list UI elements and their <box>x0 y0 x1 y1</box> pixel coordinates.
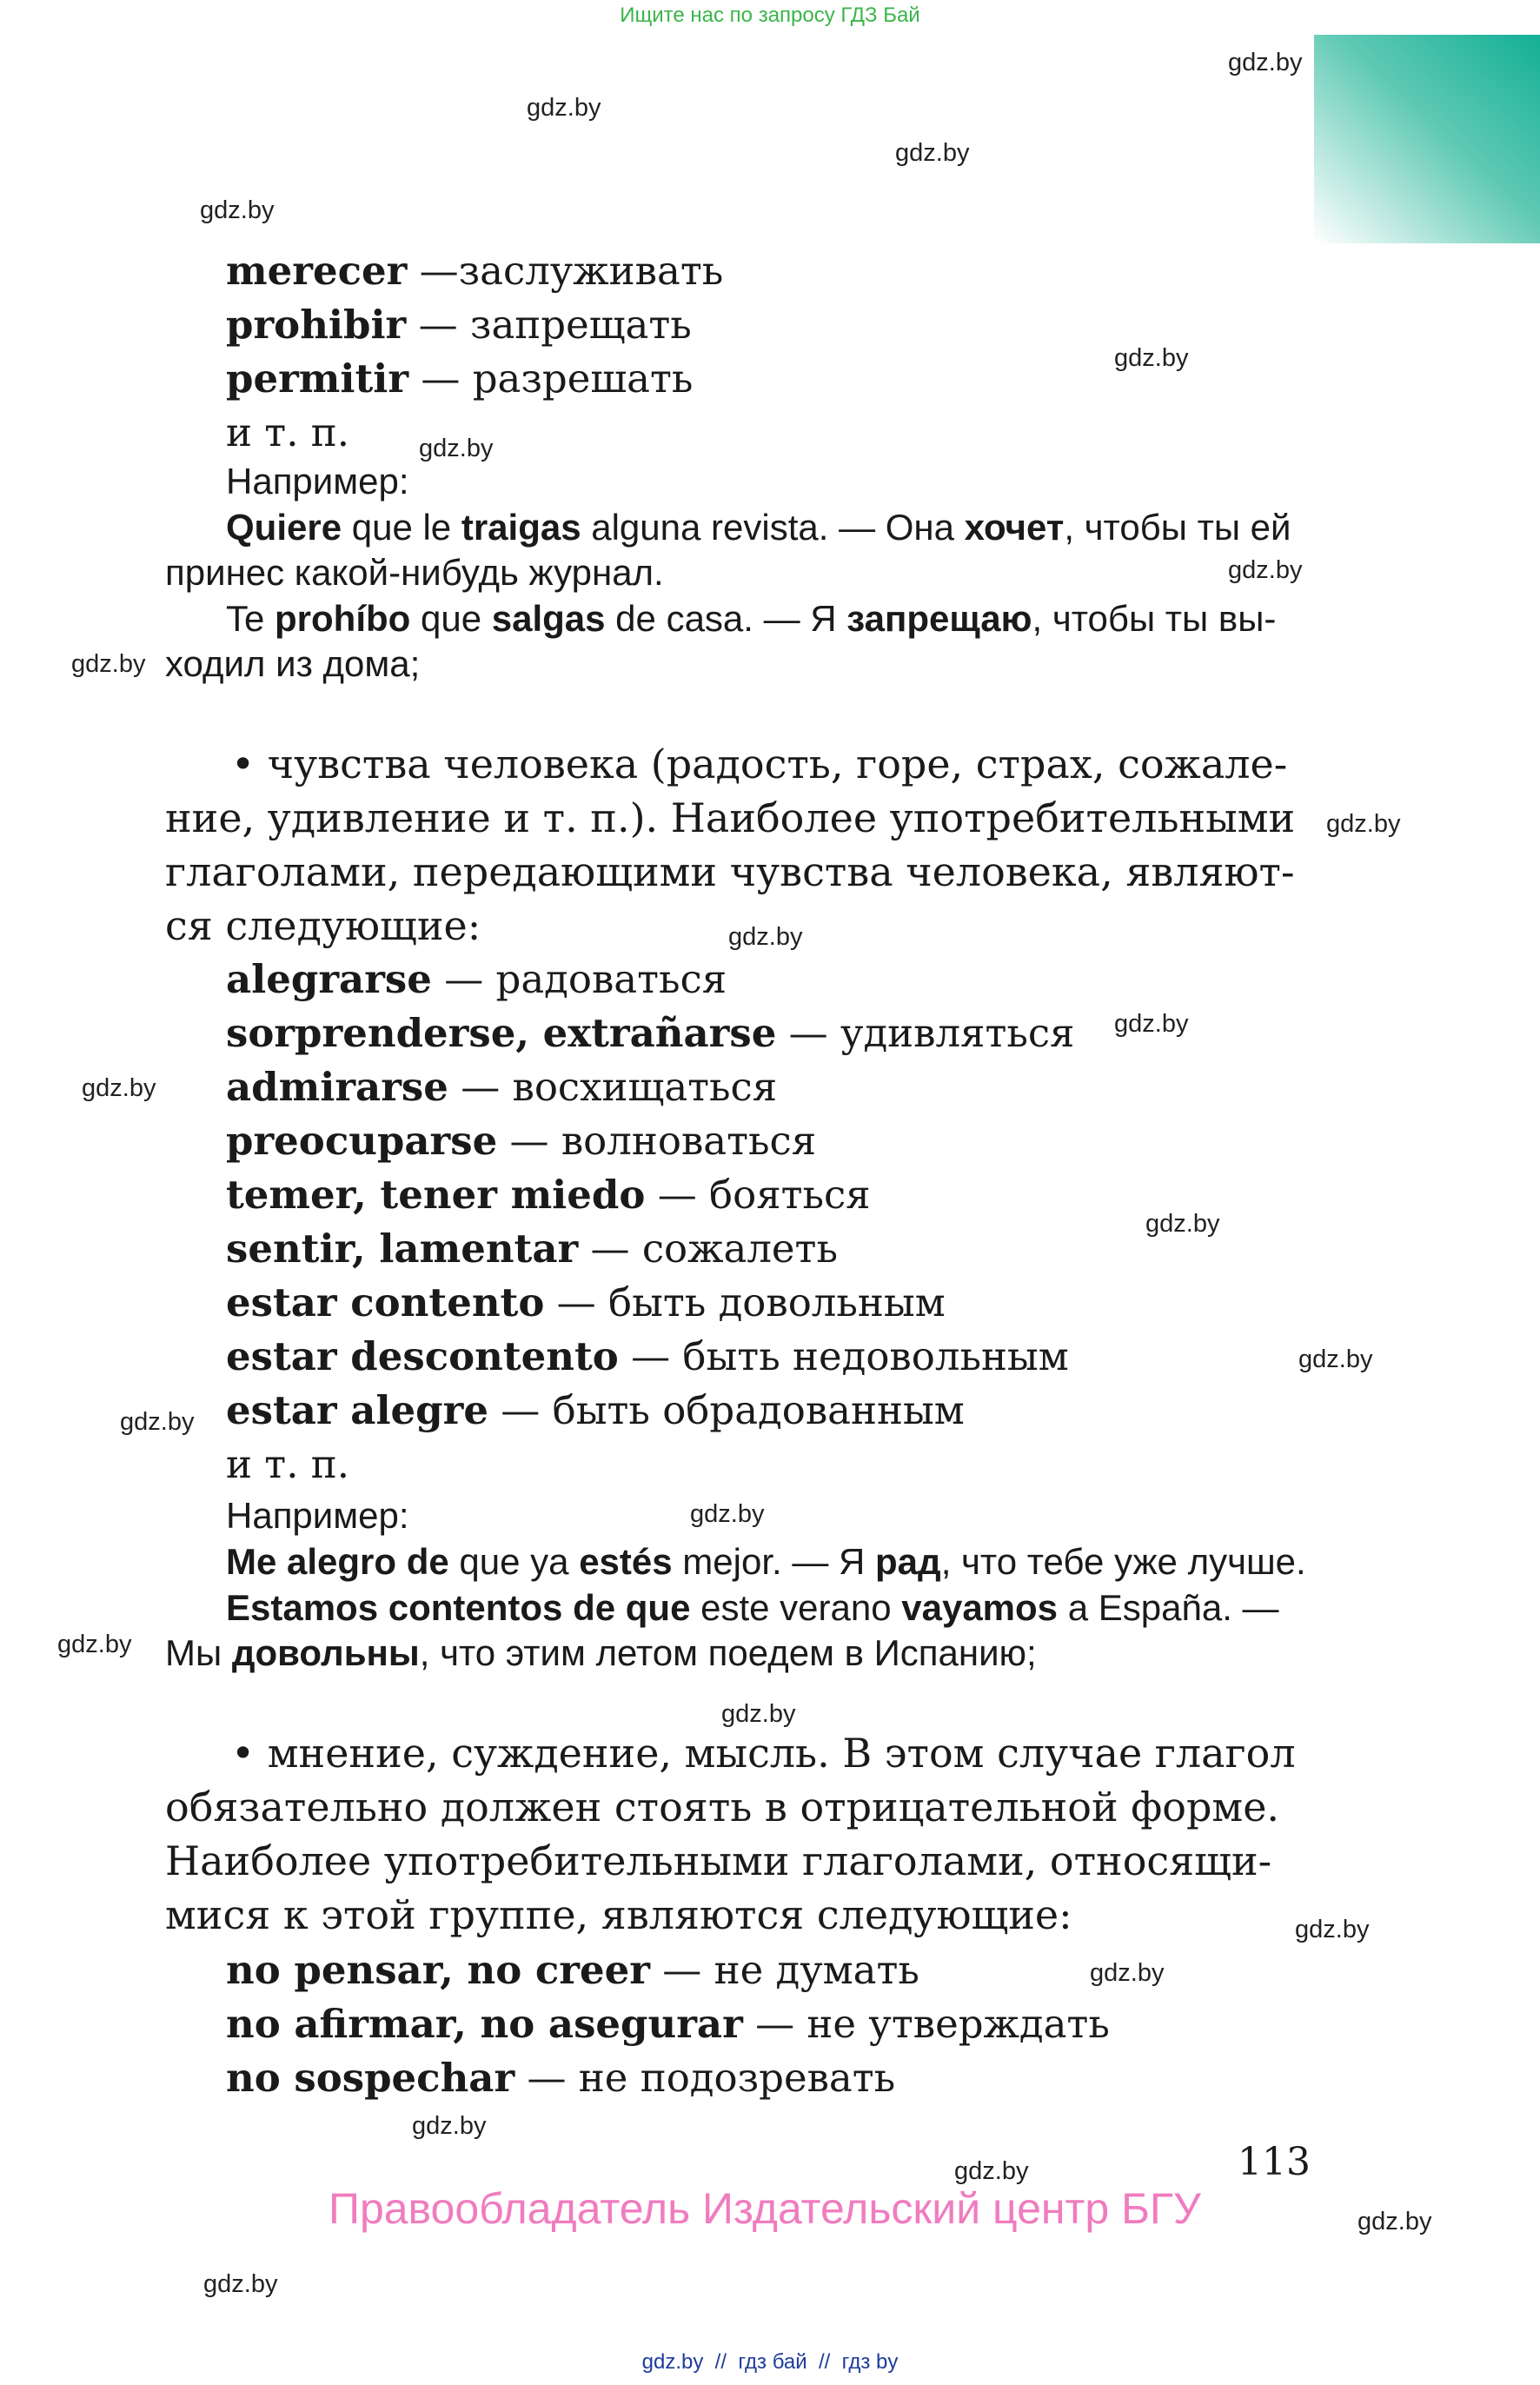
watermark: gdz.by <box>412 2112 487 2140</box>
footer-links[interactable]: gdz.by // гдз бай // гдз by <box>641 2350 899 2374</box>
watermark: gdz.by <box>200 196 275 224</box>
vocab-item: permitir — разрешать <box>226 355 694 402</box>
vocab-item: estar alegre — быть обрадованным <box>226 1387 965 1433</box>
watermark: gdz.by <box>895 139 970 167</box>
corner-decoration <box>1314 35 1540 243</box>
example-label: Например: <box>226 461 409 502</box>
rights-holder-text: Правообладатель Издательский центр БГУ <box>329 2184 1201 2233</box>
watermark: gdz.by <box>1228 49 1303 76</box>
watermark: gdz.by <box>82 1074 156 1102</box>
vocab-item: estar descontento — быть недовольным <box>226 1333 1069 1379</box>
etc-text: и т. п. <box>226 1441 350 1487</box>
watermark: gdz.by <box>1326 810 1401 838</box>
vocab-item: merecer —заслуживать <box>226 248 724 294</box>
vocab-item: no afirmar, no asegurar — не утверждать <box>226 2001 1110 2047</box>
example-sentence: Te prohíbo que salgas de casa. — Я запрещаю, чтобы ты вы- ходил из дома; <box>165 598 1277 684</box>
vocab-item: preocuparse — волноваться <box>226 1118 817 1164</box>
watermark: gdz.by <box>1295 1916 1370 1943</box>
watermark: gdz.by <box>527 94 601 122</box>
vocab-item: sentir, lamentar — сожалеть <box>226 1226 838 1272</box>
watermark: gdz.by <box>1228 556 1303 584</box>
watermark: gdz.by <box>419 435 494 462</box>
example-sentence: Me alegro de que ya estés mejor. — Я рад, что тебе уже лучше. <box>226 1541 1306 1582</box>
watermark: gdz.by <box>120 1408 195 1436</box>
example-sentence: Quiere que le traigas alguna revista. — Она хочет, чтобы ты ей принес какой-нибудь журнал. <box>165 507 1291 593</box>
watermark: gdz.by <box>1145 1210 1220 1238</box>
watermark: gdz.by <box>954 2157 1029 2185</box>
watermark: gdz.by <box>1114 1010 1189 1038</box>
vocab-item: estar contento — быть довольным <box>226 1279 946 1325</box>
paragraph: • мнение, суждение, мысль. В этом случае глагол обязательно должен стоять в отрицательной форме. Наиболее употребительными глаголами, относящи- мися к этой группе, являются следующие: <box>165 1730 1296 1938</box>
watermark: gdz.by <box>57 1631 132 1658</box>
vocab-item: temer, tener miedo — бояться <box>226 1172 871 1218</box>
watermark: gdz.by <box>1114 344 1189 372</box>
watermark: gdz.by <box>71 650 146 678</box>
watermark: gdz.by <box>721 1700 796 1728</box>
vocab-item: admirarse — восхищаться <box>226 1064 778 1110</box>
watermark: gdz.by <box>1298 1345 1373 1373</box>
paragraph: • чувства человека (радость, горе, страх, сожале- ние, удивление и т. п.). Наиболее употребительными глаголами, передающими чувства человека, являют- ся следующие: <box>165 741 1296 949</box>
vocab-list <box>226 953 1074 1491</box>
vocab-list <box>226 244 723 460</box>
example-label: Например: <box>226 1495 409 1536</box>
top-banner: Ищите нас по запросу ГДЗ Бай <box>620 3 920 27</box>
watermark: gdz.by <box>690 1500 765 1528</box>
vocab-list <box>226 1943 1110 2105</box>
vocab-item: sorprenderse, extrañarse — удивляться <box>226 1010 1075 1056</box>
vocab-item: alegrarse — радоваться <box>226 956 727 1002</box>
example-sentence: Estamos contentos de que este verano vayamos a España. — Мы довольны, что этим летом поедем в Испанию; <box>165 1587 1279 1673</box>
watermark: gdz.by <box>728 923 803 951</box>
etc-text: и т. п. <box>226 409 350 455</box>
page-number: 113 <box>1238 2140 1311 2184</box>
vocab-item: no pensar, no creer — не думать <box>226 1947 919 1993</box>
watermark: gdz.by <box>1357 2208 1432 2236</box>
watermark: gdz.by <box>1090 1959 1165 1987</box>
watermark: gdz.by <box>203 2270 278 2298</box>
vocab-item: no sospechar — не подозревать <box>226 2055 896 2101</box>
vocab-item: prohibir — запрещать <box>226 302 692 348</box>
